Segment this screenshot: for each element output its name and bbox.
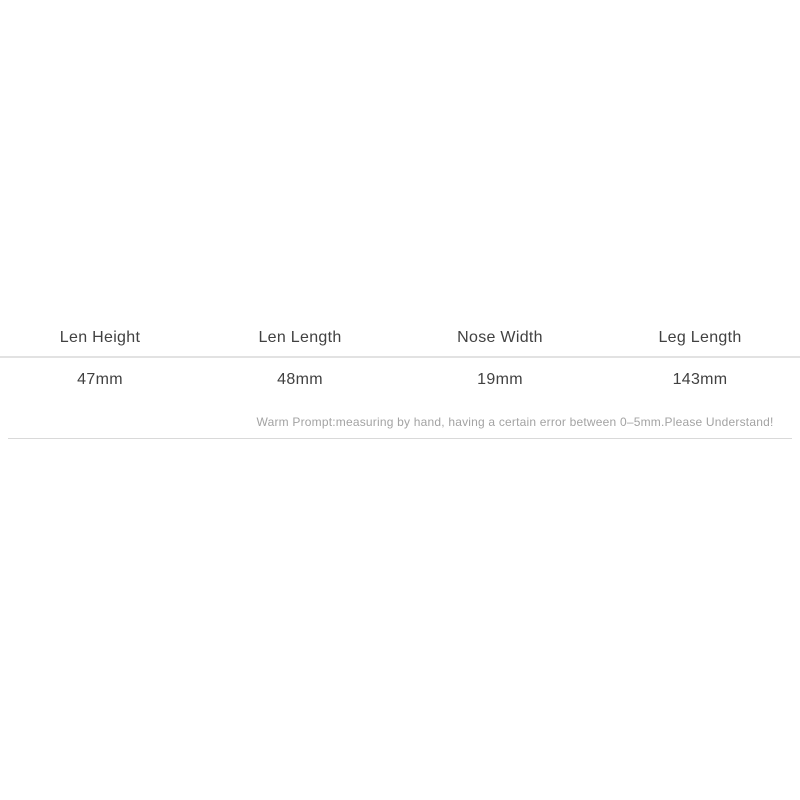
- bottom-divider-line: [8, 438, 792, 439]
- spec-column-header-len-length: Len Length: [258, 329, 342, 346]
- spec-value-len-length: 48mm: [277, 371, 323, 388]
- spec-column-header-nose-width: Nose Width: [457, 329, 543, 346]
- spec-value-nose-width: 19mm: [477, 371, 523, 388]
- spec-header-row: [0, 320, 800, 356]
- spec-column-header-len-height: Len Height: [59, 329, 141, 346]
- spec-value-leg-length: 143mm: [672, 371, 728, 388]
- spec-column-header-leg-length: Leg Length: [658, 329, 742, 346]
- spec-values-row: [0, 358, 800, 402]
- size-spec-table: [0, 320, 800, 439]
- spec-value-len-height: 47mm: [77, 371, 123, 388]
- measurement-warm-prompt-note: Warm Prompt:measuring by hand, having a certain error between 0–5mm.Please Understand!: [256, 415, 774, 429]
